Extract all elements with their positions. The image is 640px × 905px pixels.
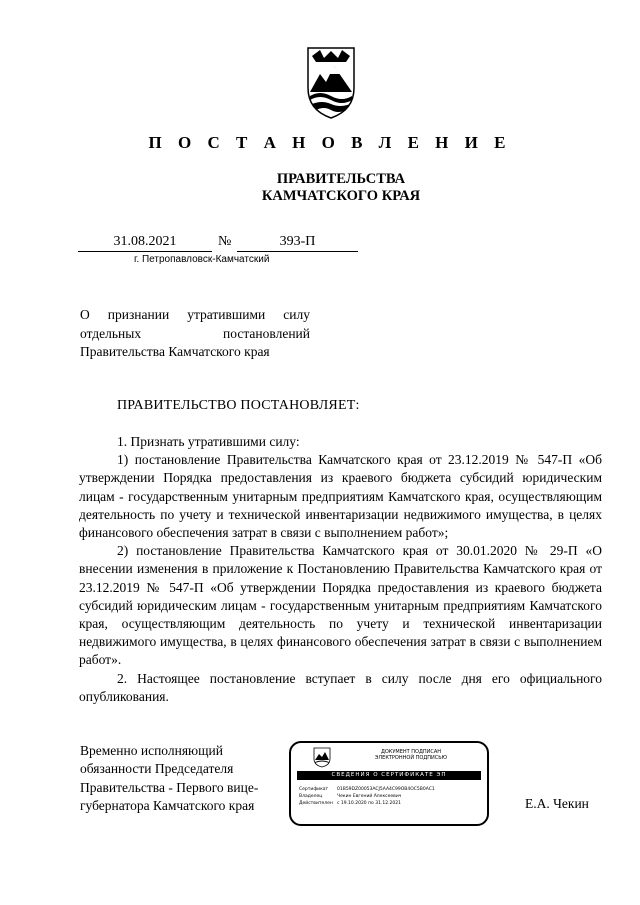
stamp-header bbox=[341, 749, 481, 761]
valid-value: с 19.10.2020 по 31.12.2021 bbox=[337, 801, 401, 806]
stamp-header-line-2: ЭЛЕКТРОННОЙ ПОДПИСЬЮ bbox=[374, 755, 448, 761]
document-title: П О С Т А Н О В Л Е Н И Е bbox=[148, 133, 512, 152]
cert-value: 01B59DZ00053ACJ5AA4C99OB4OC5B0AC1 bbox=[337, 787, 435, 792]
issuer-line-2: КАМЧАТСКОГО КРАЯ bbox=[261, 188, 421, 204]
document-body bbox=[79, 433, 602, 706]
paragraph-2: 1) постановление Правительства Камчатского края от 23.12.2019 № 547-П «Об утверждении Порядка предоставления из краевого бюджета субсидий юридическим лицам - государственным унитарным предприятиям Камчатского края, осуществляющим деятельность по учету и технической инвентаризации недвижимого имущества, в целях финансового обеспечения затрат в связи с выполнением работ»; bbox=[79, 452, 602, 541]
stamp-emblem-icon bbox=[311, 746, 333, 768]
decree-heading: ПРАВИТЕЛЬСТВО ПОСТАНОВЛЯЕТ: bbox=[117, 398, 360, 413]
number-sign: № bbox=[218, 234, 232, 249]
signer-position-line-2: обязанности Председателя bbox=[80, 761, 234, 777]
signer-name: Е.А. Чекин bbox=[525, 796, 589, 811]
signer-position-line-4: губернатора Камчатского края bbox=[80, 797, 255, 813]
subject-block bbox=[80, 306, 310, 362]
owner-value: Чекин Евгений Алексеевич bbox=[337, 794, 402, 799]
owner-label: Владелец bbox=[299, 794, 323, 799]
subject-line-2: отдельных постановлений bbox=[80, 325, 310, 341]
stamp-certificate-bar: СВЕДЕНИЯ О СЕРТИФИКАТЕ ЭП bbox=[297, 771, 481, 780]
cert-label: Сертификат bbox=[299, 787, 329, 792]
paragraph-1: 1. Признать утратившими силу: bbox=[117, 434, 300, 449]
electronic-signature-stamp bbox=[289, 741, 489, 826]
signer-position-line-3: Правительства - Первого вице- bbox=[80, 779, 259, 795]
subject-line-3: Правительства Камчатского края bbox=[80, 344, 270, 359]
document-date: 31.08.2021 bbox=[78, 234, 212, 252]
stamp-details bbox=[299, 786, 435, 807]
paragraph-3: 2) постановление Правительства Камчатского края от 30.01.2020 № 29-П «О внесении изменения в приложение к Постановлению Правительства Камчатского края от 23.12.2019 № 547-П «Об утверждении Порядка предоставления из краевого бюджета субсидий юридическим лицам - государственным унитарным предприятиям Камчатского края, осуществляющим деятельность по учету и технической инвентаризации недвижимого имущества, в целях финансового обеспечения затрат в связи с выполнением работ». bbox=[79, 543, 602, 668]
document-number: 393-П bbox=[237, 234, 358, 252]
signer-position-line-1: Временно исполняющий bbox=[80, 743, 223, 758]
paragraph-4: 2. Настоящее постановление вступает в силу после дня его официального опубликования. bbox=[79, 670, 602, 704]
signer-position bbox=[80, 742, 290, 815]
valid-label: Действителен bbox=[299, 801, 333, 806]
stamp-header-line-1: ДОКУМЕНТ ПОДПИСАН bbox=[380, 749, 442, 755]
subject-line-1: О признании утратившими силу bbox=[80, 307, 310, 322]
coat-of-arms-emblem bbox=[298, 44, 364, 120]
issuer-line-1: ПРАВИТЕЛЬСТВА bbox=[276, 171, 406, 187]
city-line: г. Петропавловск-Камчатский bbox=[134, 254, 270, 265]
